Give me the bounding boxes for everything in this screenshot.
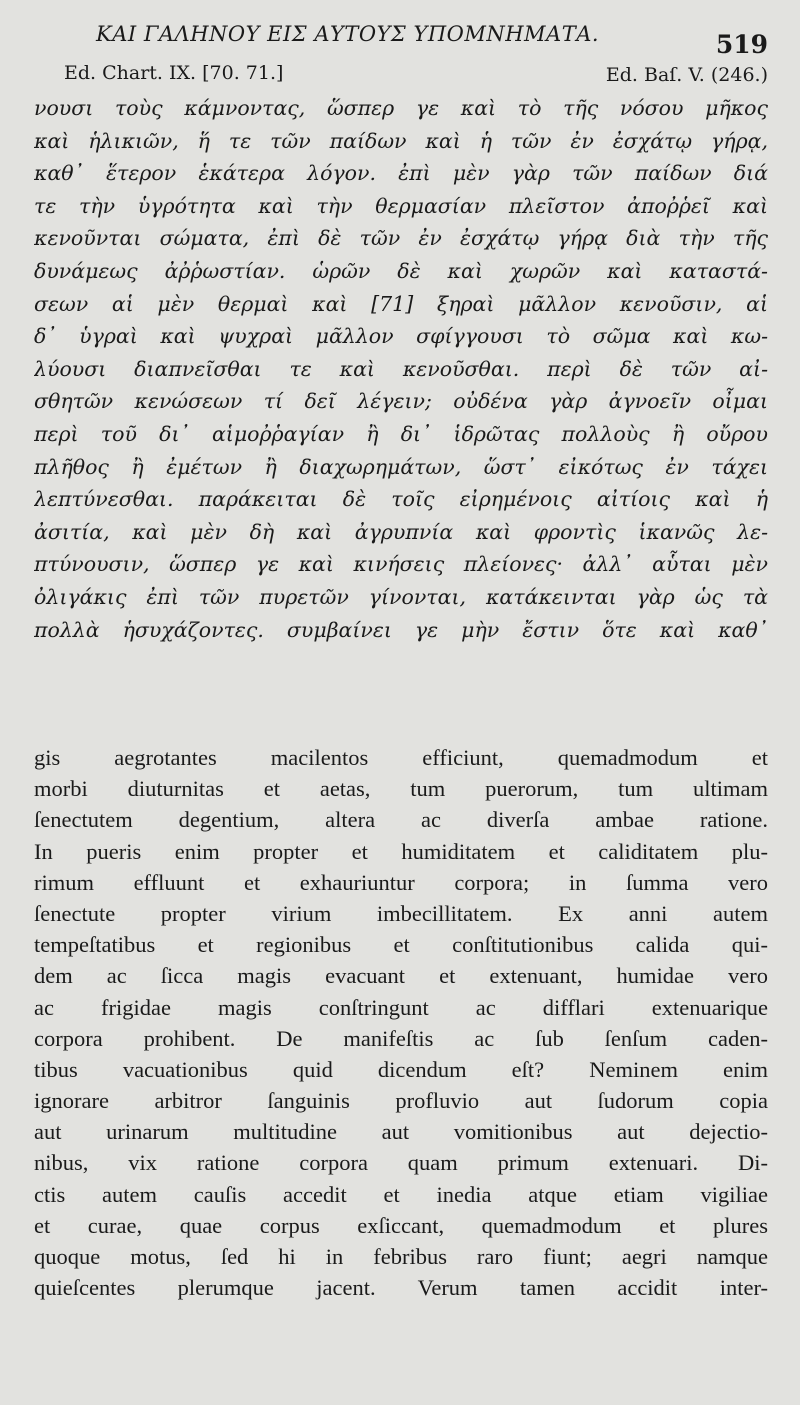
edition-reference-right: Ed. Baſ. V. (246.) <box>605 64 768 86</box>
latin-text-line: corpora prohibent. De manifeſtis ac ſub ſenſum caden- <box>34 1025 768 1051</box>
greek-text-line: λύουσι διαπνεῖσθαι τε καὶ κενοῦσθαι. περὶ δὲ τῶν αἰ- <box>34 356 768 381</box>
greek-text-line: νουσι τοὺς κάμνοντας, ὥσπερ γε καὶ τὸ τῆς νόσου μῆκος <box>34 96 768 120</box>
latin-text-line: quoque motus, ſed hi in febribus raro fiunt; aegri namque <box>34 1244 768 1269</box>
greek-text-line: τε τὴν ὑγρότητα καὶ τὴν θερμασίαν πλεῖστον ἀποῤῥεῖ καὶ <box>34 193 768 218</box>
greek-text-line: πλῆθος ἢ ἐμέτων ἢ διαχωρημάτων, ὥστ᾽ εἰκότως ἐν τάχει <box>34 454 768 479</box>
greek-text-line: σεων αἱ μὲν θερμαὶ καὶ [71] ξηραὶ μᾶλλον κενοῦσιν, αἱ <box>34 291 768 316</box>
greek-text-line: σθητῶν κενώσεων τί δεῖ λέγειν; οὐδένα γὰρ ἀγνοεῖν οἶμαι <box>34 389 768 414</box>
greek-text-line: πολλὰ ἡσυχάζοντες. συμβαίνει γε μὴν ἔστιν ὅτε καὶ καθ᾽ <box>34 617 768 642</box>
greek-text-line: περὶ τοῦ δι᾽ αἱμοῤῥαγίαν ἢ δι᾽ ἱδρῶτας πολλοὺς ἢ οὔρου <box>34 421 768 446</box>
latin-text-block <box>34 742 768 1303</box>
greek-text-line: δ᾽ ὑγραὶ καὶ ψυχραὶ μᾶλλον σφίγγουσι τὸ σῶμα καὶ κω- <box>34 324 768 349</box>
latin-text-line: ctis autem cauſis accedit et inedia atque etiam vigiliae <box>34 1181 768 1207</box>
latin-text-line: morbi diuturnitas et aetas, tum puerorum, tum ultimam <box>34 776 768 802</box>
latin-text-line: tempeſtatibus et regionibus et conſtitutionibus calida qui- <box>34 932 768 958</box>
greek-text-line: λεπτύνεσθαι. παράκειται δὲ τοῖς εἰρημένοις αἰτίοις καὶ ἡ <box>34 487 768 512</box>
latin-text-line: ignorare arbitror ſanguinis profluvio aut ſudorum copia <box>34 1088 768 1114</box>
latin-text-line: rimum effluunt et exhauriuntur corpora; in ſumma vero <box>34 869 768 895</box>
latin-text-line: In pueris enim propter et humiditatem et caliditatem plu- <box>34 838 768 864</box>
greek-text-block <box>34 92 768 646</box>
greek-text-line: καὶ ἡλικιῶν, ἥ τε τῶν παίδων καὶ ἡ τῶν ἐν ἐσχάτῳ γήρᾳ, <box>34 128 768 153</box>
latin-text-line: ac frigidae magis conſtringunt ac difflari extenuarique <box>34 994 768 1020</box>
greek-text-line: καθ᾽ ἕτερον ἑκάτερα λόγον. ἐπὶ μὲν γὰρ τῶν παίδων διά <box>34 161 768 186</box>
greek-text-line: κενοῦνται σώματα, ἐπὶ δὲ τῶν ἐν ἐσχάτῳ γήρᾳ διὰ τὴν τῆς <box>34 226 768 251</box>
latin-text-line: ſenectute propter virium imbecillitatem. Ex anni autem <box>34 900 768 926</box>
page-number: 519 <box>715 30 768 59</box>
latin-text-line: gis aegrotantes macilentos efficiunt, quemadmodum et <box>34 745 768 770</box>
latin-text-line: nibus, vix ratione corpora quam primum extenuari. Di- <box>34 1150 768 1176</box>
greek-text-line: ὀλιγάκις ἐπὶ τῶν πυρετῶν γίνονται, κατάκεινται γὰρ ὡς τὰ <box>34 584 768 609</box>
latin-text-line: dem ac ſicca magis evacuant et extenuant, humidae vero <box>34 963 768 989</box>
greek-text-line: δυνάμεως ἀῤῥωστίαν. ὡρῶν δὲ καὶ χωρῶν καὶ καταστά- <box>34 258 768 283</box>
running-title: ΚΑΙ ΓΑΛΗΝΟΥ ΕΙΣ ΑΥΤΟΥΣ ΥΠΟΜΝΗΜΑΤΑ. <box>96 22 600 46</box>
latin-text-line: aut urinarum multitudine aut vomitionibus aut dejectio- <box>34 1119 768 1145</box>
greek-text-line: πτύνουσιν, ὥσπερ γε καὶ κινήσεις πλείονες· ἀλλ᾽ αὗται μὲν <box>34 552 768 577</box>
latin-text-line: ſenectutem degentium, altera ac diverſa ambae ratione. <box>34 807 768 833</box>
edition-reference-left: Ed. Chart. IX. [70. 71.] <box>64 62 284 84</box>
latin-text-line: quieſcentes plerumque jacent. Verum tamen accidit inter- <box>34 1275 768 1301</box>
latin-text-line: et curae, quae corpus exſiccant, quemadmodum et plures <box>34 1212 768 1238</box>
latin-text-line: tibus vacuationibus quid dicendum eſt? Neminem enim <box>34 1056 768 1082</box>
greek-text-line: ἀσιτία, καὶ μὲν δὴ καὶ ἀγρυπνία καὶ φροντὶς ἱκανῶς λε- <box>34 519 768 544</box>
